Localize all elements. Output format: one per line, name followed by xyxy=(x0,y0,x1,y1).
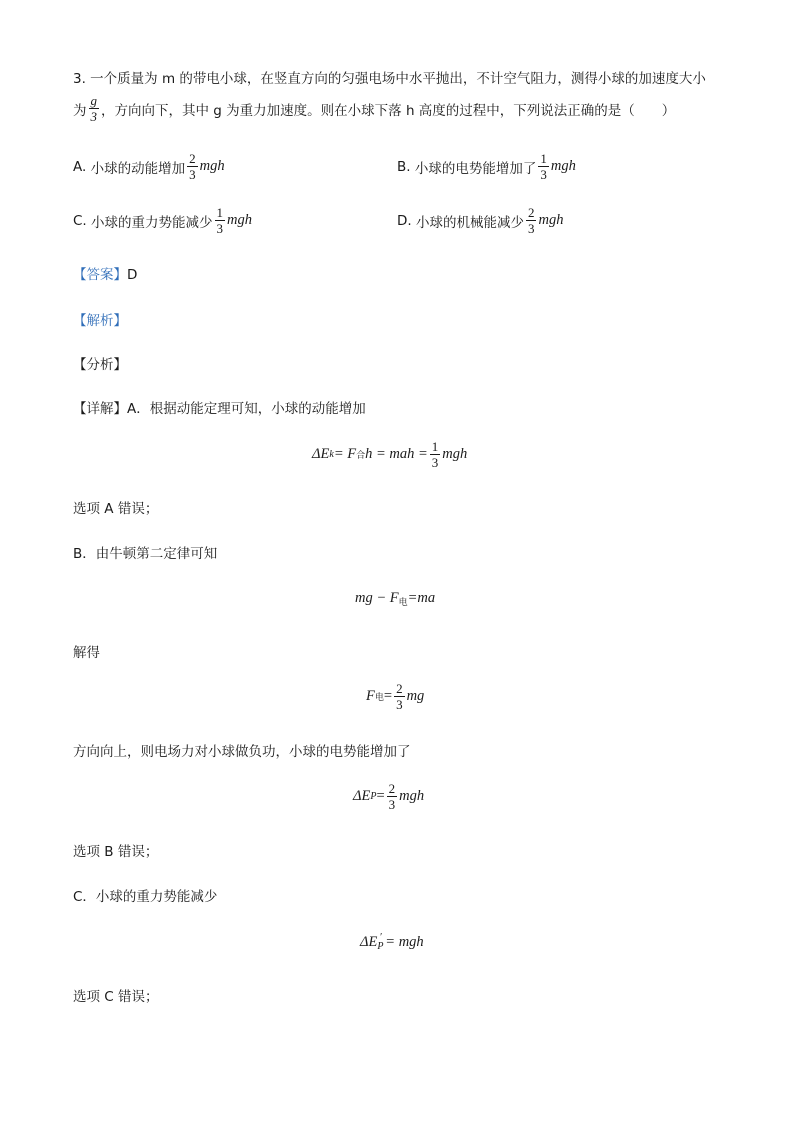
option-b xyxy=(397,152,576,181)
option-c-label: C. xyxy=(73,212,87,229)
question-line-2-prefix: 为 xyxy=(73,102,87,119)
eq3-fraction: $\frac{2}{3}$ xyxy=(396,681,403,712)
eq1-fraction: $\frac{1}{3}$ xyxy=(431,439,439,470)
eq4-fraction: $\frac{2}{3}$ xyxy=(388,781,396,812)
option-c-text: 小球的重力势能减少 xyxy=(91,214,213,231)
question-line-2 xyxy=(73,94,675,123)
question-line-1: 3. 一个质量为 m 的带电小球，在竖直方向的匀强电场中水平抛出，不计空气阻力，测得小球的加速度大小 xyxy=(73,71,706,87)
detail-tag: 【详解】 xyxy=(73,401,127,417)
option-a xyxy=(73,152,225,181)
answer-line xyxy=(73,263,137,283)
option-d-label: D. xyxy=(397,212,412,229)
equation-electric-force: F 电 = $\frac{2}{3}$ mg xyxy=(366,681,425,712)
conclusion-a: 选项 A 错误； xyxy=(73,501,159,517)
detail-text: A．根据动能定理可知，小球的动能增加 xyxy=(127,401,366,417)
answer-tag: 【答案】 xyxy=(73,267,127,283)
option-d-fraction: $\frac{2}{3}$ xyxy=(527,205,535,236)
answer-value: D xyxy=(127,267,138,283)
question-line-2-suffix: ，方向向下，其中 g 为重力加速度。则在小球下落 h 高度的过程中，下列说法正确的是（ ） xyxy=(101,102,676,119)
option-d xyxy=(397,206,563,235)
conclusion-b: 选项 B 错误； xyxy=(73,844,159,860)
fraction-g-over-3: $\frac{g}{3}$ xyxy=(90,93,97,124)
conclusion-c: 选项 C 错误； xyxy=(73,989,159,1005)
part-b-explanation: 方向向上，则电场力对小球做负功，小球的电势能增加了 xyxy=(73,744,411,760)
option-c-tail: mgh xyxy=(227,212,252,228)
option-a-text: 小球的动能增加 xyxy=(90,160,186,177)
equation-kinetic-energy: ΔE k = F 合 h = mah = $\frac{1}{3}$ mgh xyxy=(312,439,468,470)
part-c-intro: C．小球的重力势能减少 xyxy=(73,889,218,905)
equation-newton: mg − $F_电=ma$ xyxy=(355,590,436,608)
option-d-text: 小球的机械能减少 xyxy=(415,214,524,231)
jiede-text: 解得 xyxy=(73,645,100,661)
part-b-intro: B．由牛顿第二定律可知 xyxy=(73,546,218,562)
option-b-text: 小球的电势能增加了 xyxy=(414,160,537,177)
option-a-fraction: $\frac{2}{3}$ xyxy=(189,151,196,182)
detail-line xyxy=(73,397,366,417)
option-c xyxy=(73,206,252,235)
option-b-label: B. xyxy=(397,158,411,175)
equation-potential-energy: ΔE P = $\frac{2}{3}$ mgh xyxy=(353,781,425,812)
option-b-fraction: $\frac{1}{3}$ xyxy=(540,151,547,182)
option-a-label: A. xyxy=(73,158,87,175)
option-d-tail: mgh xyxy=(538,212,564,228)
fenxi-tag: 【分析】 xyxy=(73,357,127,373)
option-c-fraction: $\frac{1}{3}$ xyxy=(216,205,224,236)
option-b-tail: mgh xyxy=(550,158,576,174)
analysis-tag: 【解析】 xyxy=(73,313,127,329)
equation-gravity-potential: $\Delta E_P'$ = mgh xyxy=(360,932,424,952)
option-a-tail: mgh xyxy=(199,158,225,174)
